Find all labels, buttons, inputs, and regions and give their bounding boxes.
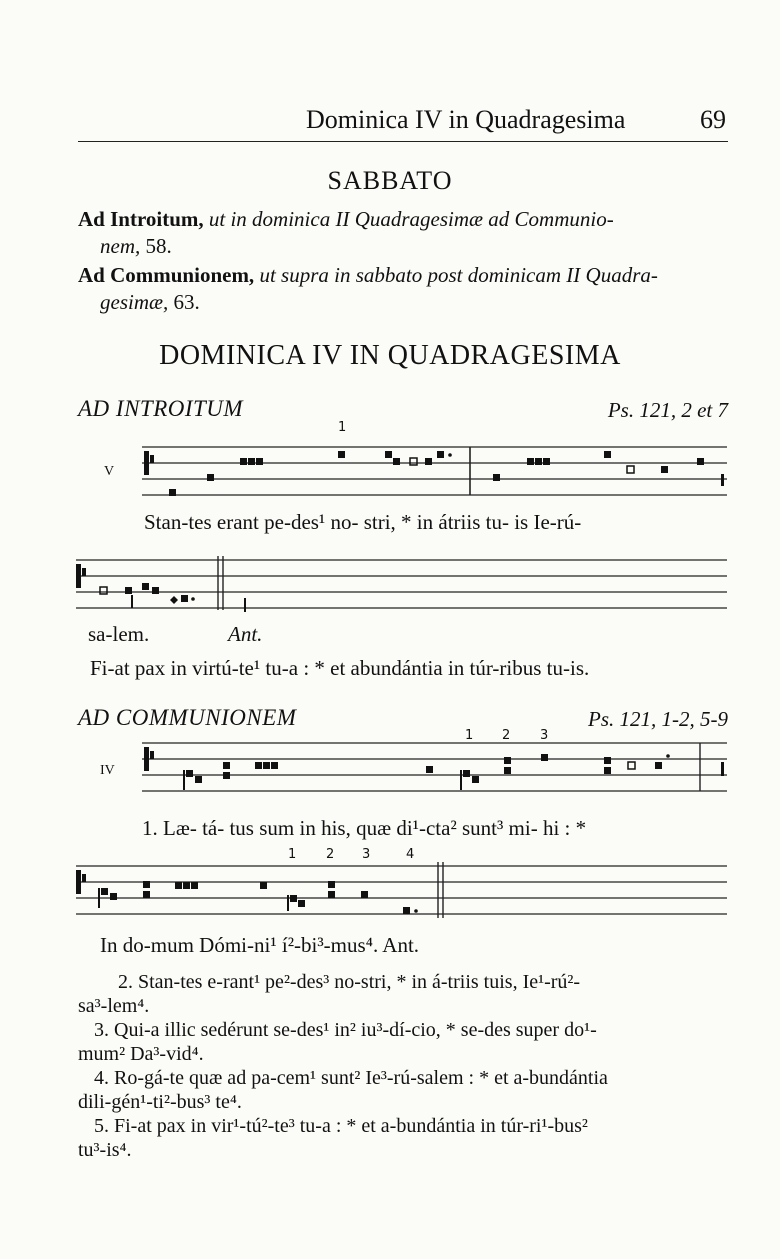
communion-num2-3: 3 xyxy=(362,847,371,862)
communion-ref: 63. xyxy=(173,290,200,314)
communion-text: ut supra in sabbato post dominicam II Quadra- xyxy=(259,263,658,287)
communion-lyrics-line-1: 1. Læ- tá- tus sum in his, quæ di¹-cta² sunt³ mi- hi : * xyxy=(142,816,587,840)
introit-cont: nem, xyxy=(100,234,141,258)
neumes-communion-2 xyxy=(76,870,418,914)
communion-num-2: 2 xyxy=(502,728,511,743)
communion-psalm-ref: Ps. 121, 1-2, 5-9 xyxy=(588,707,728,731)
verse-line: 3. Qui-a illic sedérunt se-des¹ in² iu³-dí-cio, * se-des super do¹- xyxy=(94,1019,597,1041)
introit-number-1: 1 xyxy=(338,420,347,435)
verse-line: tu³-is⁴. xyxy=(78,1139,132,1161)
communion-num2-2: 2 xyxy=(326,847,335,862)
communion-num2-4: 4 xyxy=(406,847,415,862)
verse-line: sa³-lem⁴. xyxy=(78,995,150,1017)
communion-label: Ad Communionem, xyxy=(78,263,255,287)
communion-num2-1: 1 xyxy=(288,847,297,862)
introit-psalm-ref: Ps. 121, 2 et 7 xyxy=(607,398,728,422)
communion-num-1: 1 xyxy=(465,728,474,743)
communion-verses xyxy=(78,970,728,1162)
introit-ref: 58. xyxy=(145,234,172,258)
verse-line: mum² Da³-vid⁴. xyxy=(78,1043,204,1065)
verse-line: 5. Fi-at pax in vir¹-tú²-te³ tu-a : * et a-bundántia in túr-ri¹-bus² xyxy=(94,1115,588,1137)
neumes-introit-1 xyxy=(144,451,724,496)
verse-line: 4. Ro-gá-te quæ ad pa-cem¹ sunt² Ie³-rú-salem : * et a-bundántia xyxy=(94,1067,608,1089)
introit-psalm-verse: Fi-at pax in virtú-te¹ tu-a : * et abundántia in túr-ribus tu-is. xyxy=(90,656,590,680)
introit-lyrics-salem: sa-lem. xyxy=(88,622,150,646)
sabbato-title: SABBATO xyxy=(327,166,453,195)
introit-label: Ad Introitum, xyxy=(78,207,204,231)
introit-ant-label: Ant. xyxy=(228,622,263,646)
communion-heading: AD COMMUNIONEM xyxy=(78,705,297,730)
communion-num-3: 3 xyxy=(540,728,549,743)
page-number: 69 xyxy=(700,105,726,134)
staff-communion-2 xyxy=(76,862,727,918)
introit-mode: V xyxy=(104,464,115,479)
introit-text: ut in dominica II Quadragesimæ ad Communio- xyxy=(208,207,614,231)
verse-line: dili-gén¹-ti²-bus³ te⁴. xyxy=(78,1091,242,1113)
dominica-title: DOMINICA IV IN QUADRAGESIMA xyxy=(159,340,621,371)
header-title: Dominica IV in Quadragesima xyxy=(306,105,626,134)
neumes-introit-2 xyxy=(76,564,246,612)
neumes-communion-1 xyxy=(144,747,724,790)
communion-lyrics-line-2: In do-mum Dómi-ni¹ í²-bi³-mus⁴. Ant. xyxy=(100,933,420,957)
staff-introit-1 xyxy=(142,447,727,495)
communion-cont: gesimæ, xyxy=(100,290,169,314)
verse-line: 2. Stan-tes e-rant¹ pe²-des³ no-stri, * in á-triis tuis, Ie¹-rú²- xyxy=(118,971,581,993)
introit-lyrics-line-1: Stan-tes erant pe-des¹ no- stri, * in átriis tu- is Ie-rú- xyxy=(144,510,582,534)
communion-mode: IV xyxy=(100,763,115,778)
introit-heading: AD INTROITUM xyxy=(78,396,244,421)
